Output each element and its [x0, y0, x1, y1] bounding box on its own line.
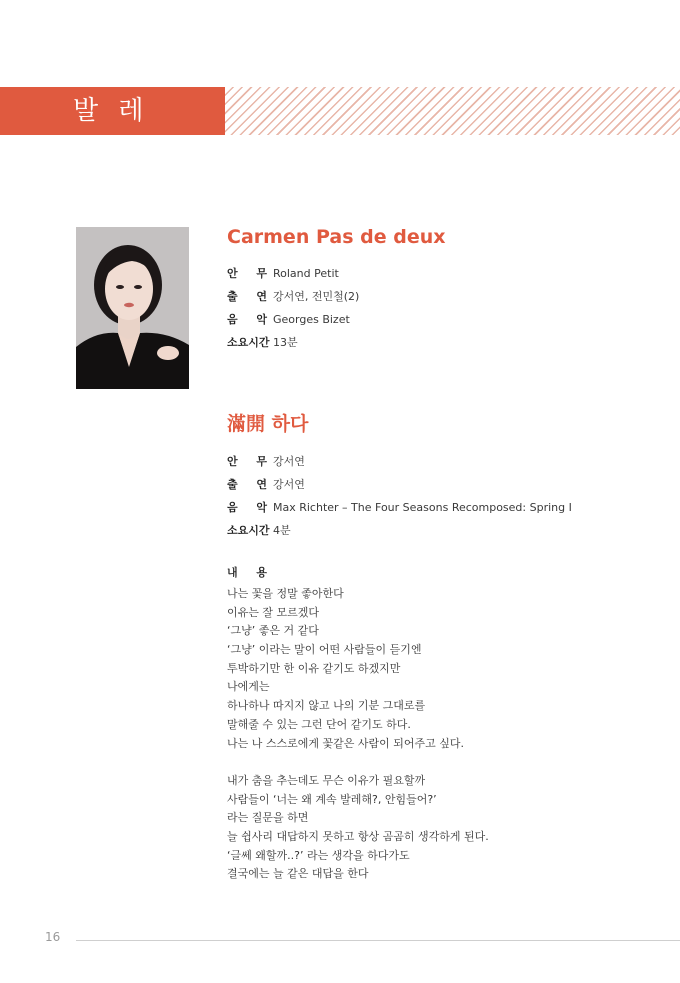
- description-line: ‘그냥’ 좋은 거 같다: [227, 624, 319, 638]
- description-line: 나는 나 스스로에게 꽃같은 사람이 되어주고 싶다.: [227, 736, 464, 750]
- description-line: 결국에는 늘 같은 대답을 한다: [227, 867, 369, 881]
- description-line: 내가 춤을 추는데도 무슨 이유가 필요할까: [227, 773, 426, 787]
- description-blank-line: [227, 753, 489, 772]
- credit-row-cast: [227, 285, 359, 308]
- section-banner: [0, 87, 680, 135]
- credit-label: 안 무: [227, 267, 267, 280]
- credit-value: 강서연, 전민철(2): [273, 290, 360, 303]
- credit-row-choreography: [227, 450, 572, 473]
- credit-value: 4분: [273, 524, 291, 537]
- description-line: 하나하나 따지지 않고 나의 기분 그대로를: [227, 699, 426, 713]
- credit-label: 안 무: [227, 455, 267, 468]
- footer-divider: [76, 940, 680, 941]
- description-line: 라는 질문을 하면: [227, 811, 309, 825]
- credit-label: 출 연: [227, 290, 267, 303]
- piece-title-mangae: 滿開 하다: [227, 413, 309, 435]
- description-line: 말해줄 수 있는 그런 단어 같기도 하다.: [227, 717, 411, 731]
- credit-value: 강서연: [273, 478, 305, 491]
- description-line: 투박하기만 한 이유 같기도 하겠지만: [227, 661, 401, 675]
- credit-label: 소요시간: [227, 336, 270, 349]
- credit-row-duration: [227, 519, 572, 542]
- credit-row-cast: [227, 473, 572, 496]
- credit-label: 음 악: [227, 313, 267, 326]
- description-line: 나는 꽃을 정말 좋아한다: [227, 587, 344, 600]
- credit-label: 음 악: [227, 501, 267, 514]
- piece-title-carmen: Carmen Pas de deux: [227, 226, 446, 248]
- section-title-ballet: 발 레: [73, 96, 150, 126]
- credit-value: Max Richter – The Four Seasons Recomposed: Spring I: [273, 501, 572, 514]
- description-text: [227, 585, 489, 884]
- description-line: 늘 쉽사리 대답하지 못하고 항상 곰곰히 생각하게 된다.: [227, 829, 489, 843]
- banner-solid-block: [0, 87, 225, 135]
- description-line: ‘글쎄 왜할까..?’ 라는 생각을 하다가도: [227, 848, 410, 862]
- credit-value: 강서연: [273, 455, 305, 468]
- description-line: ‘그냥’ 이라는 말이 어떤 사람들이 듣기엔: [227, 643, 422, 657]
- credit-value: 13분: [273, 336, 298, 349]
- banner-stripe-pattern: [225, 87, 680, 135]
- credit-row-music: [227, 308, 359, 331]
- description-line: 나에게는: [227, 680, 270, 694]
- content-heading: 내 용: [227, 566, 267, 579]
- performer-photo: [76, 227, 189, 389]
- credit-value: Roland Petit: [273, 267, 339, 280]
- credit-value: Georges Bizet: [273, 313, 350, 326]
- credits-carmen: [227, 262, 359, 354]
- description-line: 이유는 잘 모르겠다: [227, 605, 320, 619]
- page-number: 16: [45, 930, 61, 944]
- credit-row-duration: [227, 331, 359, 354]
- credits-mangae: [227, 450, 572, 542]
- credit-label: 출 연: [227, 478, 267, 491]
- credit-row-music: [227, 496, 572, 519]
- description-line: 사람들이 ‘너는 왜 계속 발레해?, 안힘들어?’: [227, 792, 437, 806]
- credit-row-choreography: [227, 262, 359, 285]
- credit-label: 소요시간: [227, 524, 270, 537]
